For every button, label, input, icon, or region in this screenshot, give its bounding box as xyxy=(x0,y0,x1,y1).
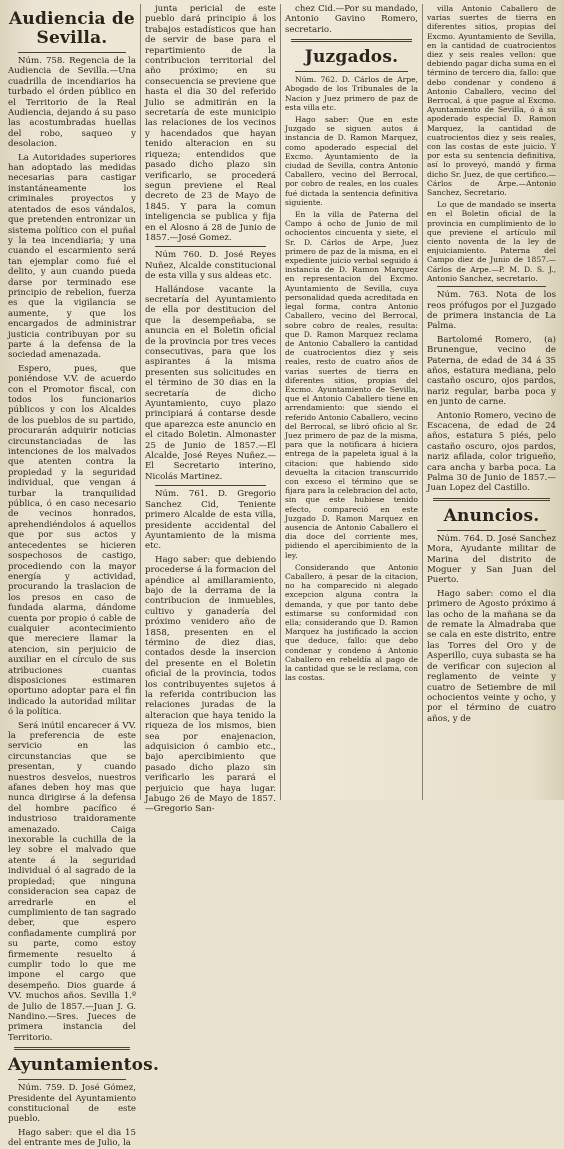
paragraph: Núm. 761. D. Gregorio Sanchez Cid, Teniente primero Alcalde de esta villa, presidente accidental del Ayuntamiento de la misma etc. xyxy=(145,489,276,552)
divider xyxy=(155,485,266,486)
paragraph: Hago saber: como el dia primero de Agosto próximo á las ocho de la mañana se da de remate la Almadraba que se cala en este distrito, entre las Torres del Oro y de Asperillo, cuya subasta se ha de verificar con sujecion al reglamento de veinte y cuatro de Setiembre de mil ochocientos veinte y ocho, y por el término de cuatro años, y de xyxy=(427,588,556,724)
section-title-audiencia: Audiencia de Sevilla. xyxy=(9,9,135,48)
section-title-juzgados: Juzgados. xyxy=(304,47,399,68)
divider xyxy=(18,52,126,53)
paragraph: villa Antonio Caballero de varias suertes de tierra en diferentes sitios, propias del Excmo. Ayuntamiento de Sevilla, en la cantidad de cuatrocientos diez y seis reales vellon: que debiendo pagar dicha suma en el término de tercero dia, fallo: que debo condenar y condeno á Antonio Caballero, vecino del Berrocal, á que pague al Excmo. Ayuntamiento de Sevilla, ó á su apoderado especial D. Ramon Marquez, la cantidad de cuatrocientos diez y seis reales, con las costas de este juicio. Y por esta su sentencia definitiva, así lo proveyó, mandó y firma dicho Sr. Juez, de que certifico.—Cárlos de Arpe.—Antonio Sanchez, Secretario. xyxy=(427,4,556,198)
divider xyxy=(437,286,546,287)
paragraph: junta pericial de este pueblo dará principio á los trabajos estadísticos que han de servir de base para el repartimiento de la contribucion territorial del año próximo; en su consecuencia se previene que hasta el dia 30 del referido Julio se admitirán en la secretaría de este municipio las relaciones de los vecinos y hacendados que hayan tenido alteracion en su riqueza; entendidos que pasado dicho plazo sin verificarlo, se procederá segun previene el Real decreto de 23 de Mayo de 1845. Y para la comun inteligencia se publica y fija en el Alosno á 28 de Junio de 1857.—José Gomez. xyxy=(145,4,276,243)
paragraph: Será inútil encarecer á VV. la preferencia de este servicio en las circunstancias que se presentan, y cuando nuestros desvelos, nuestros afanes deben hoy mas que nunca dirigirse á la defensa del hombre pacífico é industrioso traidoramente amenazado. Caiga inexorable la cuchilla de la ley sobre el malvado que atente á la seguridad individual ó al sagrado de la propiedad; que ninguna consideracion sea capaz de arredrarle en el cumplimiento de tan sagrado deber, que espero confiadamente cumplirá por su parte, como estoy firmemente resuelto á cumplir todo lo que me impone el cargo que desempeño. Dios guarde á VV. muchos años. Sevilla 1.º de Julio de 1857.—Juan J. G. Nandino.—Sres. Jueces de primera instancia del Territorio. xyxy=(8,720,136,1043)
paragraph: Hago saber: que debiendo procederse á la formacion del apéndice al amillaramiento, bajo de la derrama de la contribucion de inmuebles, cultivo y ganadería del próximo venidero año de 1858, presenten en el término de diez dias, contados desde la insercion del presente en el Boletin oficial de la provincia, todos los contribuyentes sujetos á la referida contribucion las relaciones juradas de la alteracion que haya tenido la riqueza de los mismos, bien sea por enajenacion, adquisicion ó cambio etc., bajo apercibimiento que pasado dicho plazo sin verificarlo les parará el perjuicio que haya lugar. Jabugo 26 de Mayo de 1857.—Gregorio San- xyxy=(145,554,276,815)
divider xyxy=(437,530,546,531)
paragraph: Núm. 759. D. José Gómez, Presidente del Ayuntamiento constitucional de este pueblo. xyxy=(8,1083,136,1125)
divider xyxy=(14,1047,130,1050)
paragraph: Antonio Romero, vecino de Escacena, de edad de 24 años, estatura 5 piés, pelo castaño oscuro, ojos pardos, nariz afilada, color trigueño, cara ancha y barba poca. La Palma 30 de Junio de 1857.—Juan Lopez del Castillo. xyxy=(427,410,556,494)
paragraph: En la villa de Paterna del Campo á ocho de Junio de mil ochocientos cincuenta y siete, el Sr. D. Cárlos de Arpe, Juez primero de paz de la misma, en el expediente juicio verbal seguido á instancia de D. Ramon Marquez en representacion del Excmo. Ayuntamiento de Sevilla, cuya personalidad queda acreditada en legal forma, contra Antonio Caballero, vecino del Berrocal, sobre cobro de reales, resulta: que D. Ramon Marquez reclama de Antonio Caballero la cantidad de cuatrocientos diez y seis reales, resto de cuatro años de varias suertes de tierra en diferentes sitios, propias del Excmo. Ayuntamiento de Sevilla, que el Antonio Caballero tiene en arrendamiento: que siendo el referido Antonio Caballero, vecino del Berrocal, se libró oficio al Sr. Juez primero de paz de la misma, para que la notificara á hiciera entrega de la papeleta igual á la citacion: que habiendo sido devuelta la citacion transcurrido con exceso el término que se fijara para la celebracion del acto, sin que este hubiese tenido efecto, compareció en este Juzgado D. Ramon Marquez en ausencia de Antonio Caballero el dia doce del corriente mes, pidiendo el apercibimiento de la ley. xyxy=(285,210,418,560)
paragraph: Núm. 763. Nota de los reos prófugos por el Juzgado de primera instancia de La Palma. xyxy=(427,290,556,332)
section-title-ayuntamientos: Ayuntamientos. xyxy=(8,1055,160,1076)
paragraph: Considerando que Antonio Caballero, á pesar de la citacion, no ha comparecido ni alegado excepcion alguna contra la demanda, y que por tanto debe estimarse su conformidad con ella; considerando que D. Ramon Marquez ha justificado la accion que deduce, fallo: que debo condenar y condeno á Antonio Caballero en rebeldía al pago de la cantidad que se le reclama, con las costas. xyxy=(285,562,418,683)
divider xyxy=(155,246,266,247)
paragraph: Núm. 764. D. José Sanchez Mora, Ayudante militar de Marina del distrito de Moguer y San Juan del Puerto. xyxy=(427,533,556,586)
paragraph: Hallándose vacante la secretaría del Ayuntamiento de ella por destitucion del que la desempeñaba, se anuncia en el Boletin oficial de la provincia por tres veces consecutivas, para que los aspirantes á la misma presenten sus solicitudes en el término de 30 dias en la secretaría de dicho Ayuntamiento, cuyo plazo principiará á contarse desde que aparezca este anuncio en el citado Boletin. Almonaster 25 de Junio de 1857.—El Alcalde, José Reyes Nuñez.—El Secretario interino, Nicolás Martinez. xyxy=(145,284,276,482)
divider xyxy=(295,71,408,72)
paragraph: chez Cid.—Por su mandado, Antonio Gavino Romero, secretario. xyxy=(285,4,418,35)
paragraph: Núm. 762. D. Cárlos de Arpe, Abogado de los Tribunales de la Nacion y Juez primero de paz de esta villa etc. xyxy=(285,75,418,112)
paragraph: Núm 760. D. José Reyes Nuñez, Alcalde constitucional de esta villa y sus aldeas etc. xyxy=(145,250,276,282)
divider xyxy=(291,39,412,42)
divider xyxy=(18,1079,126,1080)
paragraph: Núm. 758. Regencia de la Audiencia de Sevilla.—Una cuadrilla de incendiarios ha turbado el órden público en el Territorio de la Real Audiencia, dejando á su paso las acostumbradas huellas del robo, saqueo y desolacion. xyxy=(8,56,136,150)
paragraph: Hago saber: Que en este Juzgado se siguen autos á instancia de D. Ramon Marquez, como apoderado especial del Excmo. Ayuntamiento de la ciudad de Sevilla, contra Antonio Caballero, vecino del Berrocal, por cobro de reales, en los cuales fué dictada la sentencia definitiva siguiente. xyxy=(285,115,418,207)
divider xyxy=(433,498,550,501)
column-1 xyxy=(4,4,160,1149)
paragraph: Espero, pues, que poniéndose V.V. de acuerdo con el Promotor fiscal, con todos los funcionarios públicos y con los Alcaldes de los pueblos de su partido, procurarán adquirir noticias circunstanciadas de las intenciones de los malvados que atenten contra la propiedad y la seguridad individual, que vengan á turbar la tranquilidad pública, ó en caso necesario de vecinos honrados, aprehendiéndolos á aquellos que por sus actos y antecedentes se hicieren sospechosos de castigo, procediendo con la mayor energía y actividad, procurando la traslacion de los presos en caso de fundada alarma, dándome cuenta por propio ó cable de cualquier acontecimiento que mereciere llamar la atencion, sin perjuicio de auxiliar en el círculo de sus atribuciones cuantas disposiciones estimaren oportuno adoptar para el fin indicado la autoridad militar ó la política. xyxy=(8,363,136,718)
paragraph: Bartolomé Romero, (a) Brunengue, vecino de Paterna, de edad de 34 á 35 años, estatura mediana, pelo castaño oscuro, ojos pardos, nariz regular, barba poca y en junto de carne. xyxy=(427,334,556,408)
column-3 xyxy=(280,4,422,800)
section-title-anuncios: Anuncios. xyxy=(443,505,540,526)
column-2 xyxy=(140,4,280,815)
paragraph: La Autoridades superiores han adoptado las medidas necesarias para castigar instantáneamente los criminales proyectos y atentados de esos vándalos, que pretenden entronizar un sistema político con el puñal y la tea incendiaria; y una cuando el escarmiento será tan ejemplar como fué el delito, y aun cuando pueda darse por terminado ese principio de rebelion, fuerza es que la vigilancia se aumente, y que los encargados de administrar justicia contribuyan por su parte á la defensa de la sociedad amenazada. xyxy=(8,152,136,361)
paragraph: Lo que de mandado se inserta en el Boletin oficial de la provincia en cumplimiento de lo que previene el artículo mil ciento noventa de la ley de enjuiciamiento. Paterna del Campo diez de Junio de 1857.—Cárlos de Arpe.—P. M. D. S. J., Antonio Sanchez, secretario. xyxy=(427,200,556,283)
column-4 xyxy=(422,4,560,800)
paragraph: Hago saber: que el dia 15 del entrante mes de Julio, la xyxy=(8,1127,136,1149)
